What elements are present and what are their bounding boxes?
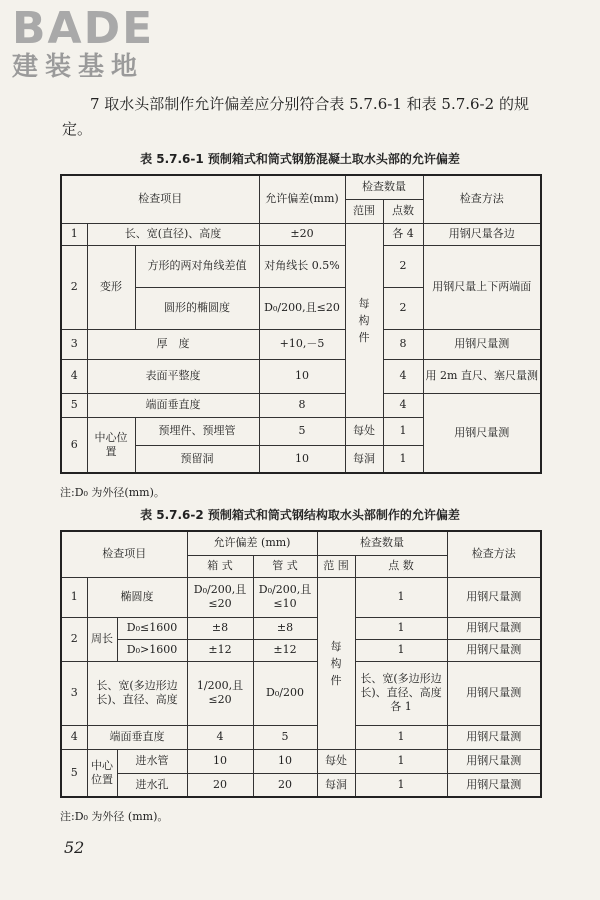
row-box: 20 — [187, 773, 253, 797]
row-tolerance: D₀/200,且≤20 — [259, 287, 345, 329]
table-row — [61, 661, 541, 725]
row-points: 1 — [355, 725, 447, 749]
row-item: 预留洞 — [135, 445, 259, 473]
row-tolerance: +10,－5 — [259, 329, 345, 359]
logo-wordmark: BADE — [12, 3, 155, 54]
header-method: 检查方法 — [423, 175, 541, 223]
table-row — [61, 223, 541, 245]
header-quantity: 检查数量 — [345, 175, 423, 199]
row-points: 4 — [383, 393, 423, 417]
row-scope: 每洞 — [317, 773, 355, 797]
row-item: 预埋件、预埋管 — [135, 417, 259, 445]
scope-merged-text: 每构件 — [358, 296, 370, 344]
header-tolerance: 允许偏差 (mm) — [187, 531, 317, 555]
row-tube: D₀/200 — [253, 661, 317, 725]
row-box: D₀/200,且≤20 — [187, 577, 253, 617]
table-row — [61, 245, 541, 287]
header-method: 检查方法 — [447, 531, 541, 577]
row-tolerance: ±20 — [259, 223, 345, 245]
table-row — [61, 773, 541, 797]
row-method: 用钢尺量各边 — [423, 223, 541, 245]
row-box: 10 — [187, 749, 253, 773]
table-row — [61, 617, 541, 639]
row-method: 用钢尺量测 — [447, 725, 541, 749]
row-number: 1 — [61, 223, 87, 245]
row-number: 5 — [61, 749, 87, 797]
row-item: 方形的两对角线差值 — [135, 245, 259, 287]
row-tube: 20 — [253, 773, 317, 797]
row-tube: 10 — [253, 749, 317, 773]
intro-paragraph — [62, 92, 532, 142]
row-method: 用钢尺量测 — [447, 749, 541, 773]
row-points: 8 — [383, 329, 423, 359]
row-box: ±8 — [187, 617, 253, 639]
row-points: 各 4 — [383, 223, 423, 245]
row-tolerance: 10 — [259, 359, 345, 393]
row-item: D₀>1600 — [117, 639, 187, 661]
row-tolerance: 5 — [259, 417, 345, 445]
row-item: 圆形的椭圆度 — [135, 287, 259, 329]
row-box: 1/200,且≤20 — [187, 661, 253, 725]
scope-merged — [345, 223, 383, 417]
row-item: 端面垂直度 — [87, 725, 187, 749]
row-item: 长、宽(直径)、高度 — [87, 223, 259, 245]
row-tolerance: 对角线长 0.5% — [259, 245, 345, 287]
table2-caption: 表 5.7.6-2 预制箱式和筒式钢结构取水头部制作的允许偏差 — [140, 508, 460, 522]
table1-note: 注:D₀ 为外径(mm)。 — [60, 486, 165, 499]
row-points: 1 — [355, 773, 447, 797]
row-tube: 5 — [253, 725, 317, 749]
row-points: 长、宽(多边形边长)、直径、高度各 1 — [355, 661, 447, 725]
table-header-row — [61, 531, 541, 555]
intro-text: 7 取水头部制作允许偏差应分别符合表 5.7.6-1 和表 5.7.6-2 的规定。 — [62, 95, 529, 138]
row-number: 3 — [61, 329, 87, 359]
scope-merged — [317, 577, 355, 749]
row-item: 厚 度 — [87, 329, 259, 359]
row-item: D₀≤1600 — [117, 617, 187, 639]
row-scope: 每洞 — [345, 445, 383, 473]
table2 — [60, 530, 542, 798]
row-tolerance: 8 — [259, 393, 345, 417]
row-points: 2 — [383, 287, 423, 329]
row-number: 6 — [61, 417, 87, 473]
row-item: 表面平整度 — [87, 359, 259, 393]
row-item: 进水孔 — [117, 773, 187, 797]
row-item: 椭圆度 — [87, 577, 187, 617]
header-scope: 范围 — [345, 199, 383, 223]
row-scope: 每处 — [345, 417, 383, 445]
table-row — [61, 639, 541, 661]
row-group: 周长 — [87, 617, 117, 661]
header-tube: 管 式 — [253, 555, 317, 577]
row-scope: 每处 — [317, 749, 355, 773]
row-method: 用钢尺量测 — [423, 393, 541, 473]
row-group: 变形 — [87, 245, 135, 329]
row-item: 进水管 — [117, 749, 187, 773]
row-box: 4 — [187, 725, 253, 749]
row-number: 5 — [61, 393, 87, 417]
row-method: 用钢尺量测 — [447, 773, 541, 797]
header-scope: 范 围 — [317, 555, 355, 577]
header-tolerance: 允许偏差(mm) — [259, 175, 345, 223]
header-points: 点 数 — [355, 555, 447, 577]
row-points: 2 — [383, 245, 423, 287]
row-tube: D₀/200,且≤10 — [253, 577, 317, 617]
table2-note: 注:D₀ 为外径 (mm)。 — [60, 810, 169, 823]
scope-merged-text: 每构件 — [330, 639, 342, 687]
row-points: 1 — [355, 749, 447, 773]
table-row — [61, 393, 541, 417]
table-row — [61, 329, 541, 359]
row-points: 1 — [383, 445, 423, 473]
table-row — [61, 359, 541, 393]
row-method: 用钢尺量测 — [423, 329, 541, 359]
row-number: 3 — [61, 661, 87, 725]
header-quantity: 检查数量 — [317, 531, 447, 555]
header-box: 箱 式 — [187, 555, 253, 577]
row-method: 用钢尺量测 — [447, 577, 541, 617]
table-header-row — [61, 175, 541, 199]
header-item: 检查项目 — [61, 175, 259, 223]
row-box: ±12 — [187, 639, 253, 661]
row-number: 4 — [61, 725, 87, 749]
row-group: 中心位置 — [87, 417, 135, 473]
row-method: 用 2m 直尺、塞尺量测 — [423, 359, 541, 393]
row-points: 1 — [383, 417, 423, 445]
row-number: 4 — [61, 359, 87, 393]
row-points: 1 — [355, 639, 447, 661]
table1 — [60, 174, 542, 474]
header-points: 点数 — [383, 199, 423, 223]
row-method: 用钢尺量上下两端面 — [423, 245, 541, 329]
header-item: 检查项目 — [61, 531, 187, 577]
table-row — [61, 577, 541, 617]
row-number: 2 — [61, 245, 87, 329]
table-row — [61, 749, 541, 773]
row-points: 4 — [383, 359, 423, 393]
logo-subtitle: 建装基地 — [12, 52, 145, 82]
row-points: 1 — [355, 577, 447, 617]
row-method: 用钢尺量测 — [447, 661, 541, 725]
row-group: 中心位置 — [87, 749, 117, 797]
row-number: 2 — [61, 617, 87, 661]
row-method: 用钢尺量测 — [447, 617, 541, 639]
table1-caption: 表 5.7.6-1 预制箱式和筒式钢筋混凝土取水头部的允许偏差 — [140, 152, 460, 166]
table-row — [61, 725, 541, 749]
brand-logo — [12, 3, 155, 82]
row-item: 端面垂直度 — [87, 393, 259, 417]
row-points: 1 — [355, 617, 447, 639]
row-tolerance: 10 — [259, 445, 345, 473]
row-method: 用钢尺量测 — [447, 639, 541, 661]
row-tube: ±8 — [253, 617, 317, 639]
row-number: 1 — [61, 577, 87, 617]
row-item: 长、宽(多边形边长)、直径、高度 — [87, 661, 187, 725]
page-number: 52 — [64, 838, 85, 857]
row-tube: ±12 — [253, 639, 317, 661]
